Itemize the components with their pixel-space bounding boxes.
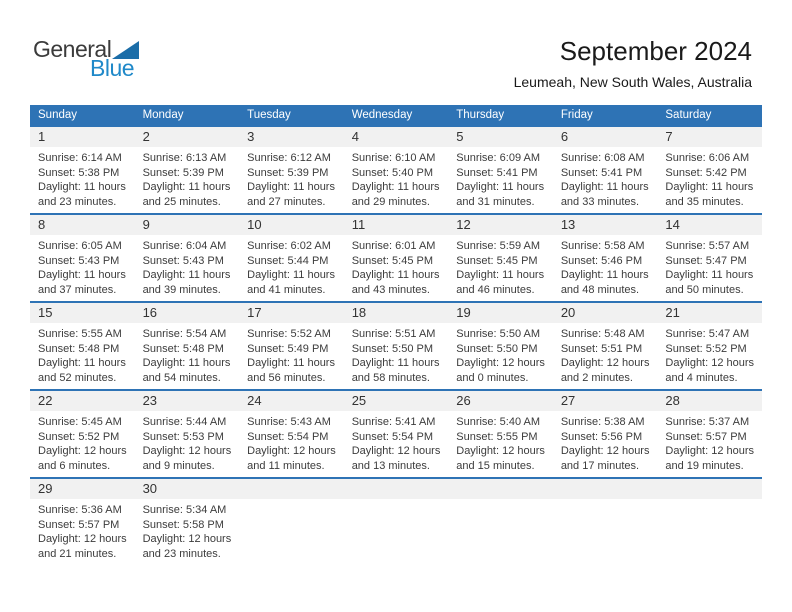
day-number xyxy=(553,479,658,499)
calendar-day-cell xyxy=(30,390,135,478)
day-info xyxy=(239,235,344,297)
day-number xyxy=(657,479,762,499)
day-daylight2-text: and 35 minutes. xyxy=(665,195,744,208)
day-info xyxy=(657,235,762,297)
logo-general-text: General xyxy=(33,36,112,62)
day-sunrise-text: Sunrise: 6:12 AM xyxy=(247,152,331,164)
day-info xyxy=(135,235,240,297)
day-number: 6 xyxy=(553,127,658,147)
day-sunrise-text: Sunrise: 6:10 AM xyxy=(351,152,436,164)
calendar-day-cell xyxy=(344,302,449,390)
day-daylight2-text: and 11 minutes. xyxy=(247,459,325,472)
calendar-day-cell xyxy=(448,302,553,390)
day-sunset-text: Sunset: 5:42 PM xyxy=(665,166,747,179)
day-info xyxy=(553,235,658,297)
weekday-header-sunday: Sunday xyxy=(30,105,135,126)
day-number: 17 xyxy=(239,303,344,323)
day-number: 1 xyxy=(30,127,135,147)
day-number: 7 xyxy=(657,127,762,147)
day-daylight1-text: Daylight: 11 hours xyxy=(38,181,126,193)
day-sunset-text: Sunset: 5:53 PM xyxy=(142,430,224,443)
day-sunrise-text: Sunrise: 5:52 AM xyxy=(247,328,331,340)
day-number xyxy=(344,479,449,499)
day-info xyxy=(448,235,553,297)
day-number: 26 xyxy=(448,391,553,411)
day-daylight2-text: and 46 minutes. xyxy=(456,283,535,296)
day-number: 13 xyxy=(553,215,658,235)
calendar-day-cell xyxy=(135,390,240,478)
day-daylight2-text: and 23 minutes. xyxy=(142,547,221,560)
day-daylight1-text: Daylight: 11 hours xyxy=(247,181,335,193)
day-sunset-text: Sunset: 5:55 PM xyxy=(456,430,538,443)
day-daylight1-text: Daylight: 12 hours xyxy=(351,445,441,457)
day-daylight1-text: Daylight: 12 hours xyxy=(142,445,232,457)
day-number: 28 xyxy=(657,391,762,411)
day-sunset-text: Sunset: 5:41 PM xyxy=(560,166,643,179)
day-number: 30 xyxy=(135,479,240,499)
day-info xyxy=(135,323,240,385)
day-daylight1-text: Daylight: 12 hours xyxy=(456,445,545,457)
calendar-week-row xyxy=(30,126,762,214)
weekday-header-monday: Monday xyxy=(135,105,240,126)
general-blue-logo xyxy=(33,38,139,80)
day-number: 3 xyxy=(239,127,344,147)
day-daylight1-text: Daylight: 11 hours xyxy=(560,181,649,193)
day-sunrise-text: Sunrise: 5:44 AM xyxy=(142,416,227,428)
day-daylight1-text: Daylight: 11 hours xyxy=(247,357,335,369)
calendar-day-cell xyxy=(239,302,344,390)
title-block xyxy=(514,37,752,90)
day-daylight1-text: Daylight: 12 hours xyxy=(247,445,336,457)
day-sunset-text: Sunset: 5:50 PM xyxy=(351,342,434,355)
day-daylight2-text: and 41 minutes. xyxy=(247,283,326,296)
day-sunset-text: Sunset: 5:38 PM xyxy=(38,166,120,179)
day-sunrise-text: Sunrise: 6:04 AM xyxy=(142,240,227,252)
day-sunrise-text: Sunrise: 5:57 AM xyxy=(665,240,750,252)
day-daylight2-text: and 43 minutes. xyxy=(351,283,430,296)
day-number: 29 xyxy=(30,479,135,499)
day-daylight2-text: and 6 minutes. xyxy=(38,459,111,472)
day-daylight1-text: Daylight: 12 hours xyxy=(560,445,650,457)
day-sunrise-text: Sunrise: 5:50 AM xyxy=(456,328,541,340)
day-sunset-text: Sunset: 5:45 PM xyxy=(456,254,538,267)
day-daylight2-text: and 27 minutes. xyxy=(247,195,326,208)
day-number: 15 xyxy=(30,303,135,323)
day-daylight1-text: Daylight: 11 hours xyxy=(142,181,231,193)
day-daylight2-text: and 56 minutes. xyxy=(247,371,326,384)
day-number: 22 xyxy=(30,391,135,411)
day-number: 20 xyxy=(553,303,658,323)
calendar-day-cell xyxy=(553,126,658,214)
weekday-header-row xyxy=(30,105,762,126)
day-daylight2-text: and 33 minutes. xyxy=(560,195,640,208)
calendar-day-cell xyxy=(448,390,553,478)
day-sunrise-text: Sunrise: 5:45 AM xyxy=(38,416,122,428)
calendar-empty-cell xyxy=(657,478,762,566)
day-info xyxy=(553,147,658,209)
calendar-empty-cell xyxy=(344,478,449,566)
day-sunrise-text: Sunrise: 5:54 AM xyxy=(142,328,227,340)
day-daylight2-text: and 2 minutes. xyxy=(560,371,633,384)
weekday-header-tuesday: Tuesday xyxy=(239,105,344,126)
day-sunrise-text: Sunrise: 5:41 AM xyxy=(351,416,436,428)
day-sunrise-text: Sunrise: 5:48 AM xyxy=(560,328,645,340)
day-sunset-text: Sunset: 5:57 PM xyxy=(665,430,747,443)
day-daylight1-text: Daylight: 11 hours xyxy=(351,357,440,369)
day-info xyxy=(239,147,344,209)
day-sunset-text: Sunset: 5:41 PM xyxy=(456,166,538,179)
day-sunrise-text: Sunrise: 6:13 AM xyxy=(142,152,227,164)
calendar-day-cell xyxy=(553,214,658,302)
day-sunrise-text: Sunrise: 5:58 AM xyxy=(560,240,645,252)
day-sunset-text: Sunset: 5:47 PM xyxy=(665,254,747,267)
day-info xyxy=(30,235,135,297)
calendar-week-row xyxy=(30,478,762,566)
calendar-empty-cell xyxy=(239,478,344,566)
day-info xyxy=(344,323,449,385)
calendar-day-cell xyxy=(135,126,240,214)
day-number: 24 xyxy=(239,391,344,411)
calendar-day-cell xyxy=(657,214,762,302)
day-sunrise-text: Sunrise: 6:05 AM xyxy=(38,240,122,252)
day-daylight2-text: and 0 minutes. xyxy=(456,371,529,384)
day-sunrise-text: Sunrise: 5:43 AM xyxy=(247,416,331,428)
day-number: 4 xyxy=(344,127,449,147)
day-info xyxy=(448,323,553,385)
day-daylight1-text: Daylight: 12 hours xyxy=(456,357,545,369)
day-number: 9 xyxy=(135,215,240,235)
day-sunset-text: Sunset: 5:50 PM xyxy=(456,342,538,355)
day-daylight1-text: Daylight: 12 hours xyxy=(38,445,127,457)
calendar-day-cell xyxy=(30,214,135,302)
day-daylight2-text: and 23 minutes. xyxy=(38,195,117,208)
day-info xyxy=(30,499,135,561)
day-info xyxy=(553,323,658,385)
day-sunrise-text: Sunrise: 6:02 AM xyxy=(247,240,331,252)
day-daylight1-text: Daylight: 11 hours xyxy=(142,269,231,281)
day-sunrise-text: Sunrise: 5:51 AM xyxy=(351,328,436,340)
weekday-header-thursday: Thursday xyxy=(448,105,553,126)
day-daylight1-text: Daylight: 12 hours xyxy=(142,533,232,545)
day-daylight2-text: and 58 minutes. xyxy=(351,371,430,384)
day-sunset-text: Sunset: 5:54 PM xyxy=(247,430,329,443)
day-number: 27 xyxy=(553,391,658,411)
day-sunrise-text: Sunrise: 5:36 AM xyxy=(38,504,122,516)
day-info xyxy=(448,147,553,209)
calendar-day-cell xyxy=(344,126,449,214)
day-number: 2 xyxy=(135,127,240,147)
calendar-day-cell xyxy=(657,126,762,214)
day-info xyxy=(30,323,135,385)
day-number: 12 xyxy=(448,215,553,235)
day-sunset-text: Sunset: 5:57 PM xyxy=(38,518,120,531)
day-sunrise-text: Sunrise: 5:47 AM xyxy=(665,328,750,340)
day-sunset-text: Sunset: 5:56 PM xyxy=(560,430,643,443)
day-sunset-text: Sunset: 5:40 PM xyxy=(351,166,434,179)
day-info xyxy=(553,411,658,473)
day-daylight2-text: and 50 minutes. xyxy=(665,283,744,296)
day-info xyxy=(239,411,344,473)
weekday-header-wednesday: Wednesday xyxy=(344,105,449,126)
day-sunset-text: Sunset: 5:39 PM xyxy=(247,166,329,179)
day-number: 25 xyxy=(344,391,449,411)
day-daylight2-text: and 21 minutes. xyxy=(38,547,117,560)
day-info xyxy=(344,411,449,473)
day-sunset-text: Sunset: 5:45 PM xyxy=(351,254,434,267)
day-daylight1-text: Daylight: 12 hours xyxy=(665,357,755,369)
day-daylight1-text: Daylight: 11 hours xyxy=(247,269,335,281)
day-sunrise-text: Sunrise: 5:55 AM xyxy=(38,328,122,340)
day-daylight2-text: and 52 minutes. xyxy=(38,371,117,384)
day-daylight2-text: and 39 minutes. xyxy=(142,283,221,296)
day-sunset-text: Sunset: 5:39 PM xyxy=(142,166,224,179)
day-daylight1-text: Daylight: 11 hours xyxy=(560,269,649,281)
page-title: September 2024 xyxy=(559,36,752,66)
calendar-table xyxy=(30,105,762,566)
day-daylight1-text: Daylight: 11 hours xyxy=(351,269,440,281)
weekday-header-saturday: Saturday xyxy=(657,105,762,126)
day-sunset-text: Sunset: 5:48 PM xyxy=(142,342,224,355)
day-info xyxy=(135,499,240,561)
day-daylight2-text: and 17 minutes. xyxy=(560,459,640,472)
day-daylight1-text: Daylight: 11 hours xyxy=(665,181,754,193)
day-daylight1-text: Daylight: 11 hours xyxy=(142,357,231,369)
day-sunrise-text: Sunrise: 6:08 AM xyxy=(560,152,645,164)
logo-blue-text: Blue xyxy=(90,55,135,81)
day-sunset-text: Sunset: 5:48 PM xyxy=(38,342,120,355)
calendar-day-cell xyxy=(448,126,553,214)
day-daylight1-text: Daylight: 12 hours xyxy=(665,445,755,457)
day-number xyxy=(448,479,553,499)
day-daylight2-text: and 9 minutes. xyxy=(142,459,215,472)
calendar-day-cell xyxy=(135,214,240,302)
day-daylight2-text: and 29 minutes. xyxy=(351,195,430,208)
day-sunrise-text: Sunrise: 5:37 AM xyxy=(665,416,750,428)
day-sunrise-text: Sunrise: 5:40 AM xyxy=(456,416,541,428)
day-daylight2-text: and 13 minutes. xyxy=(351,459,430,472)
calendar-day-cell xyxy=(30,302,135,390)
day-number: 18 xyxy=(344,303,449,323)
calendar-body xyxy=(30,126,762,566)
day-info xyxy=(30,411,135,473)
day-sunrise-text: Sunrise: 5:38 AM xyxy=(560,416,645,428)
calendar-day-cell xyxy=(135,302,240,390)
calendar-day-cell xyxy=(344,390,449,478)
calendar-day-cell xyxy=(553,302,658,390)
day-info xyxy=(344,235,449,297)
calendar-day-cell xyxy=(448,214,553,302)
day-sunset-text: Sunset: 5:43 PM xyxy=(38,254,120,267)
day-info xyxy=(344,147,449,209)
calendar-day-cell xyxy=(239,390,344,478)
day-number: 23 xyxy=(135,391,240,411)
day-number: 21 xyxy=(657,303,762,323)
calendar-day-cell xyxy=(239,214,344,302)
day-sunrise-text: Sunrise: 6:01 AM xyxy=(351,240,436,252)
day-daylight1-text: Daylight: 12 hours xyxy=(560,357,650,369)
day-info xyxy=(448,411,553,473)
calendar-header xyxy=(30,105,762,126)
calendar-day-cell xyxy=(344,214,449,302)
calendar-day-cell xyxy=(553,390,658,478)
calendar-day-cell xyxy=(30,126,135,214)
day-number: 11 xyxy=(344,215,449,235)
day-daylight1-text: Daylight: 11 hours xyxy=(38,357,126,369)
weekday-header-friday: Friday xyxy=(553,105,658,126)
day-info xyxy=(657,323,762,385)
day-number: 19 xyxy=(448,303,553,323)
day-sunset-text: Sunset: 5:52 PM xyxy=(665,342,747,355)
calendar-empty-cell xyxy=(553,478,658,566)
day-daylight1-text: Daylight: 11 hours xyxy=(665,269,754,281)
day-sunrise-text: Sunrise: 6:14 AM xyxy=(38,152,122,164)
day-sunrise-text: Sunrise: 5:34 AM xyxy=(142,504,227,516)
day-daylight1-text: Daylight: 11 hours xyxy=(38,269,126,281)
day-daylight1-text: Daylight: 12 hours xyxy=(38,533,127,545)
day-number: 10 xyxy=(239,215,344,235)
day-info xyxy=(30,147,135,209)
day-daylight2-text: and 4 minutes. xyxy=(665,371,738,384)
day-sunset-text: Sunset: 5:44 PM xyxy=(247,254,329,267)
day-daylight2-text: and 37 minutes. xyxy=(38,283,117,296)
calendar-day-cell xyxy=(30,478,135,566)
day-sunrise-text: Sunrise: 5:59 AM xyxy=(456,240,541,252)
day-daylight2-text: and 25 minutes. xyxy=(142,195,221,208)
page-subtitle: Leumeah, New South Wales, Australia xyxy=(513,73,752,90)
day-info xyxy=(135,147,240,209)
day-daylight1-text: Daylight: 11 hours xyxy=(456,181,545,193)
calendar-week-row xyxy=(30,302,762,390)
calendar-empty-cell xyxy=(448,478,553,566)
day-sunset-text: Sunset: 5:49 PM xyxy=(247,342,329,355)
day-info xyxy=(239,323,344,385)
day-sunrise-text: Sunrise: 6:09 AM xyxy=(456,152,541,164)
day-sunset-text: Sunset: 5:54 PM xyxy=(351,430,434,443)
calendar-week-row xyxy=(30,214,762,302)
day-sunrise-text: Sunrise: 6:06 AM xyxy=(665,152,750,164)
day-number: 8 xyxy=(30,215,135,235)
day-number xyxy=(239,479,344,499)
day-sunset-text: Sunset: 5:43 PM xyxy=(142,254,224,267)
calendar-day-cell xyxy=(657,390,762,478)
day-daylight2-text: and 48 minutes. xyxy=(560,283,640,296)
calendar-week-row xyxy=(30,390,762,478)
day-daylight1-text: Daylight: 11 hours xyxy=(351,181,440,193)
calendar-day-cell xyxy=(135,478,240,566)
day-info xyxy=(657,411,762,473)
day-number: 16 xyxy=(135,303,240,323)
calendar-day-cell xyxy=(239,126,344,214)
day-info xyxy=(657,147,762,209)
day-sunset-text: Sunset: 5:58 PM xyxy=(142,518,224,531)
day-sunset-text: Sunset: 5:51 PM xyxy=(560,342,643,355)
day-daylight2-text: and 54 minutes. xyxy=(142,371,221,384)
day-daylight1-text: Daylight: 11 hours xyxy=(456,269,545,281)
day-info xyxy=(135,411,240,473)
day-number: 14 xyxy=(657,215,762,235)
day-sunset-text: Sunset: 5:52 PM xyxy=(38,430,120,443)
day-daylight2-text: and 31 minutes. xyxy=(456,195,535,208)
calendar-day-cell xyxy=(657,302,762,390)
day-number: 5 xyxy=(448,127,553,147)
day-daylight2-text: and 19 minutes. xyxy=(665,459,744,472)
day-daylight2-text: and 15 minutes. xyxy=(456,459,535,472)
day-sunset-text: Sunset: 5:46 PM xyxy=(560,254,643,267)
